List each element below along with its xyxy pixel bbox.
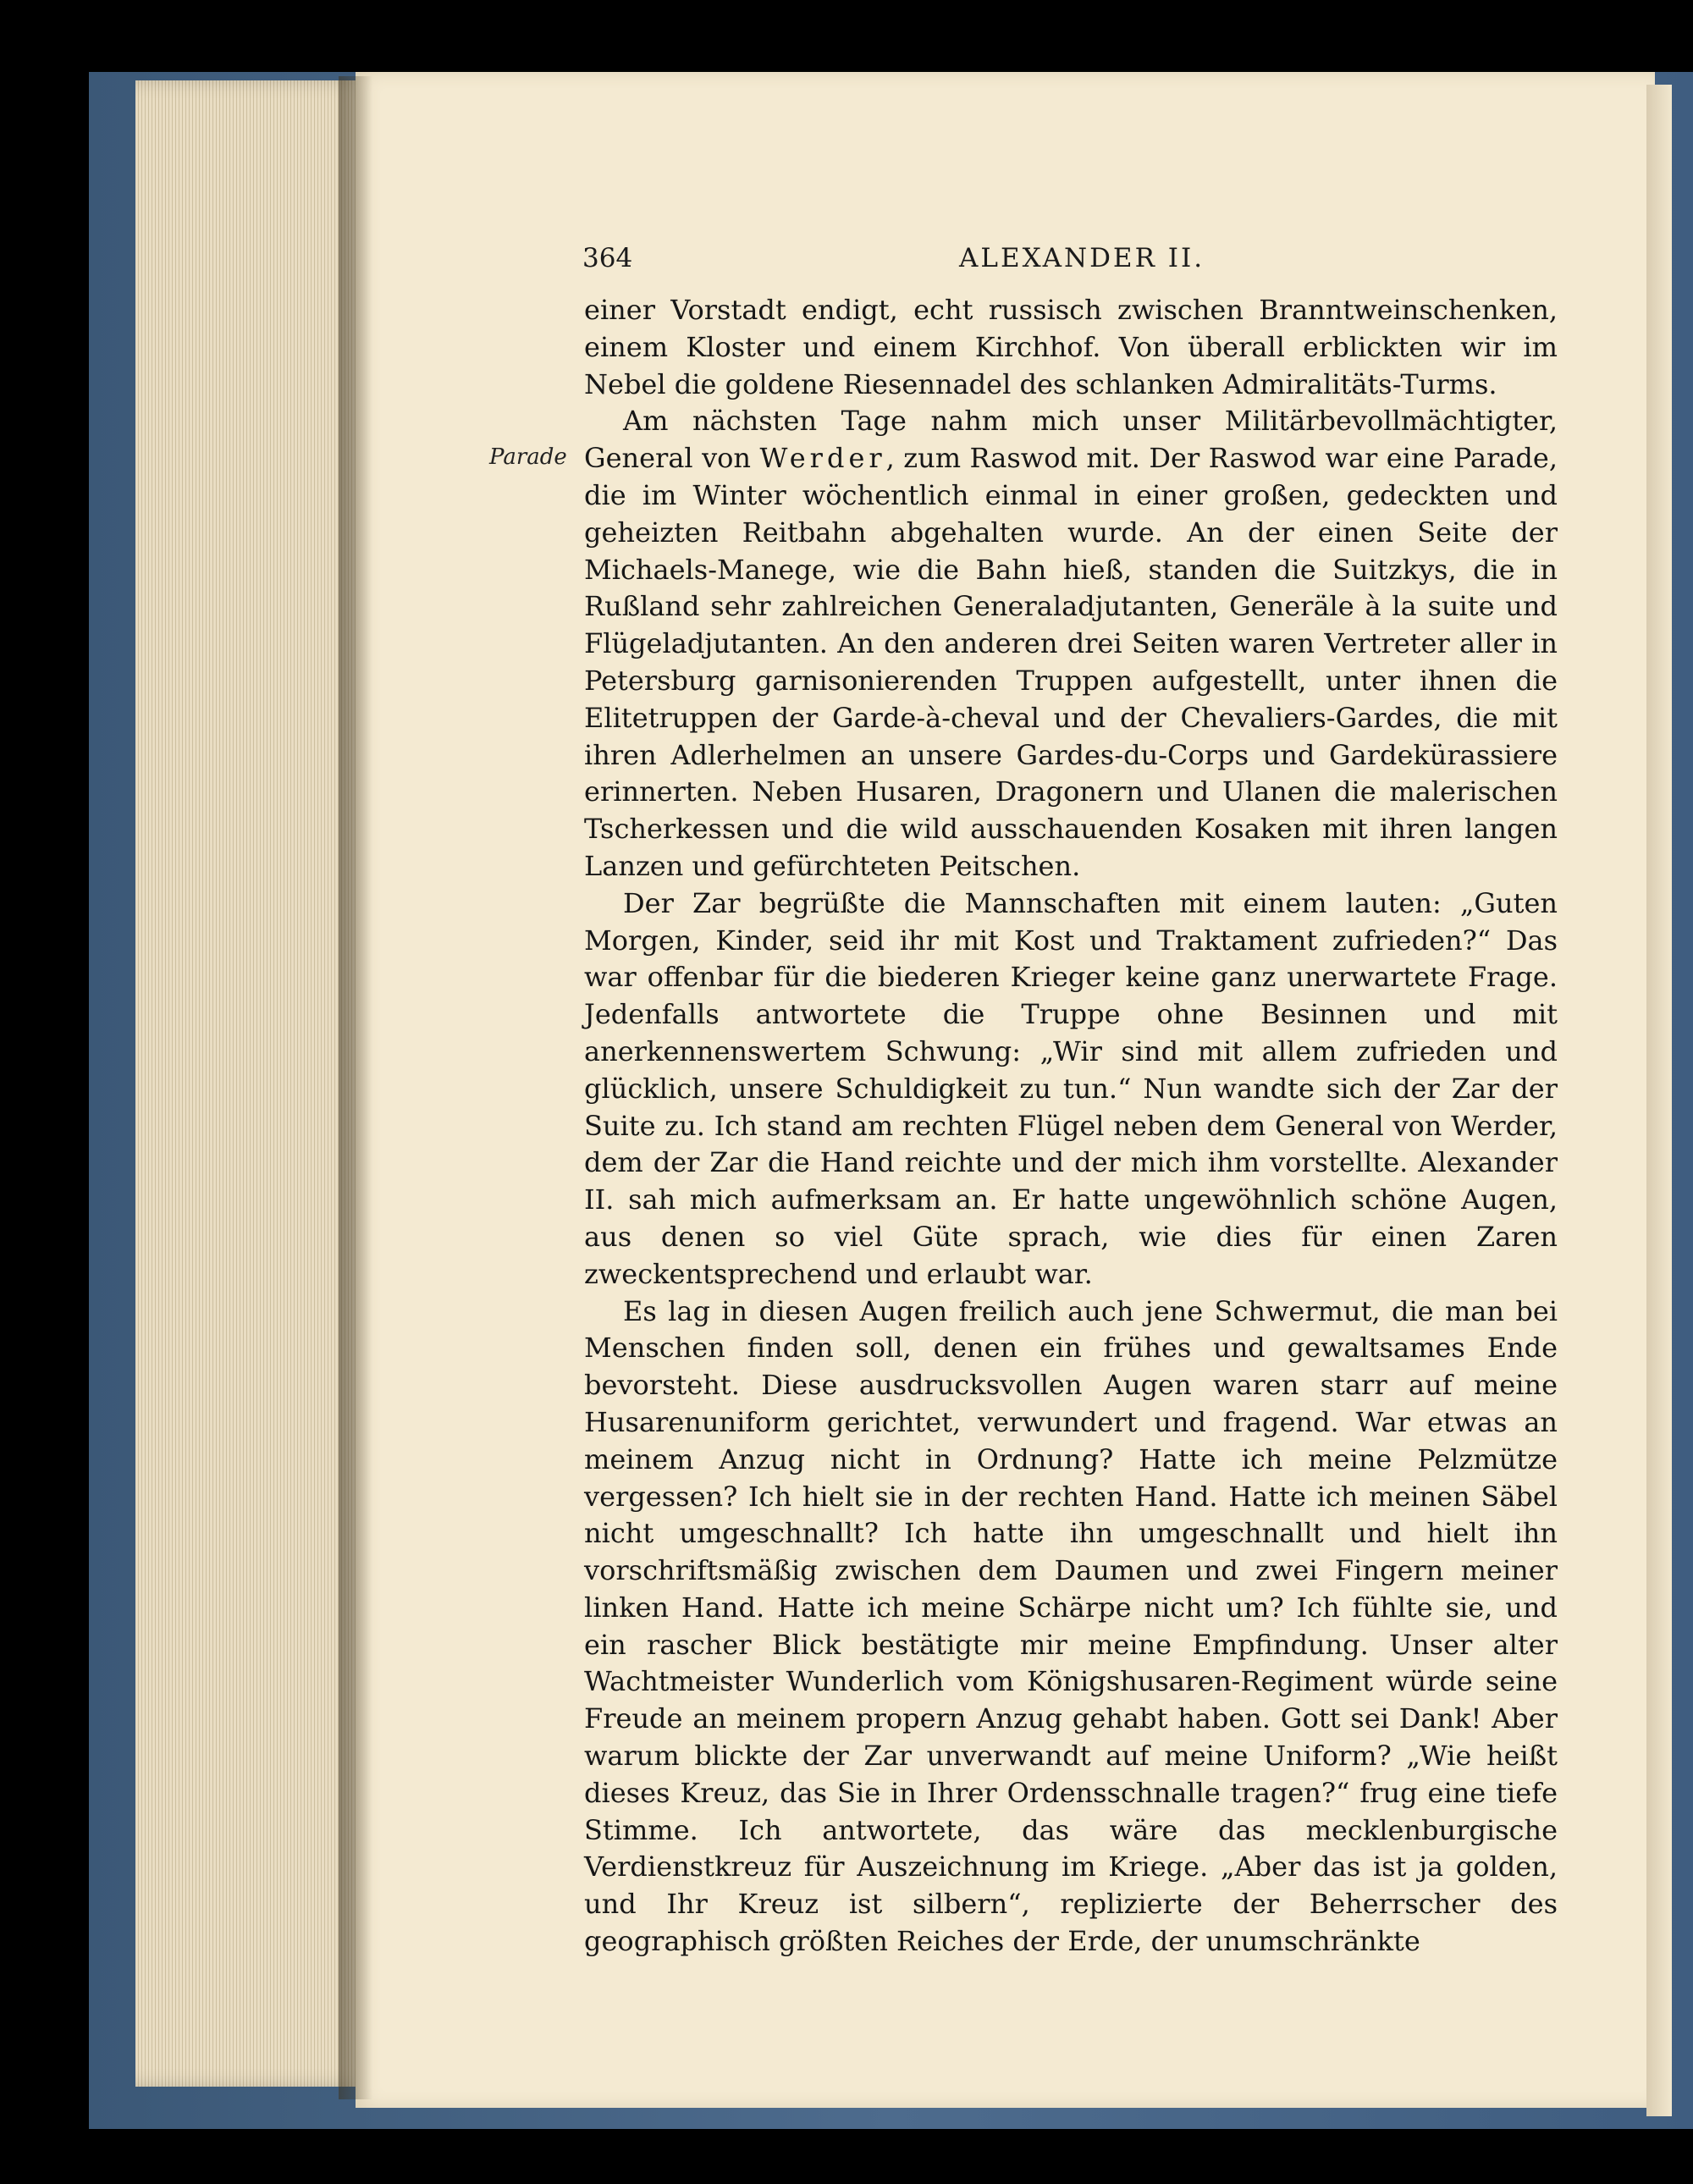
paragraph-text-start: Am nächsten Tage nahm mich unser Militärbevollmächtigter, General von [584,405,1558,475]
spaced-name: Werder [759,442,886,475]
page-header [582,243,1558,277]
paragraph: einer Vorstadt endigt, echt russisch zwischen Branntweinschenken, einem Kloster und einem Kirchhof. Von überall erblickten wir im Nebel die goldene Riesennadel des schlanken Admiralitäts-Turms. [584,294,1558,400]
page-block-edges [135,80,364,2087]
paragraph [584,403,1558,885]
running-head: ALEXANDER II. [959,243,1205,273]
paragraph-text-end: , zum Raswod mit. Der Raswod war eine Parade, die im Winter wöchentlich einmal in einer großen, gedeckten und geheizten Reitbahn abgehalten wurde. An der einen Seite der Michaels-Manege, wie die Bahn hieß, standen die Suitzkys, die in Rußland sehr zahlreichen Generaladjutanten, Generäle à la suite und Flügeladjutanten. An den anderen drei Seiten waren Vertreter aller in Petersburg garnisonierenden Truppen aufgestellt, unter ihnen die Elitetruppen der Garde-à-cheval und der Chevaliers-Gardes, die mit ihren Adlerhelmen an unsere Gardes-du-Corps und Gardekürassiere erinnerten. Neben Husaren, Dragonern und Ulanen die malerischen Tscherkessen und die wild ausschauenden Kosaken mit ihren langen Lanzen und gefürchteten Peitschen. [584,442,1558,882]
body-text [584,292,1558,1961]
gutter-shadow [339,76,372,2099]
paragraph: Es lag in diesen Augen freilich auch jene Schwermut, die man bei Menschen finden soll, denen ein frühes und gewaltsames Ende bevorsteht. Diese ausdrucksvollen Augen waren starr auf meine Husarenuniform gerichtet, verwundert und fragend. War etwas an meinem Anzug nicht in Ordnung? Hatte ich meine Pelzmütze vergessen? Ich hielt sie in der rechten Hand. Hatte ich meinen Säbel nicht umgeschnallt? Ich hatte ihn umgeschnallt und hielt ihn vorschriftsmäßig zwischen dem Daumen und zwei Fingern meiner linken Hand. Hatte ich meine Schärpe nicht um? Ich fühlte sie, und ein rascher Blick bestätigte mir meine Empfindung. Unser alter Wachtmeister Wunderlich vom Königshusaren-Regiment würde seine Freude an meinem propern Anzug gehabt haben. Gott sei Dank! Aber warum blickte der Zar unverwandt auf meine Uniform? „Wie heißt dieses Kreuz, das Sie in Ihrer Ordensschnalle tragen?“ frug eine tiefe Stimme. Ich antwortete, das wäre das mecklenburgische Verdienstkreuz für Auszeichnung im Kriege. „Aber das ist ja golden, und Ihr Kreuz ist silbern“, replizierte der Beherrscher des geographisch größten Reiches der Erde, der unumschränkte [584,1294,1558,1958]
page-right-edge [1646,85,1672,2116]
paragraph: Der Zar begrüßte die Mannschaften mit einem lauten: „Guten Morgen, Kinder, seid ihr mit Kost und Traktament zufrieden?“ Das war offenbar für die biederen Krieger keine ganz unerwartete Frage. Jedenfalls antwortete die Truppe ohne Besinnen und mit anerkennenswertem Schwung: „Wir sind mit allem zufrieden und glücklich, unsere Schuldigkeit zu tun.“ Nun wandte sich der Zar der Suite zu. Ich stand am rechten Flügel neben dem General von Werder, dem der Zar die Hand reichte und der mich ihm vorstellte. Alexander II. sah mich aufmerksam an. Er hatte ungewöhnlich schöne Augen, aus denen so viel Güte sprach, wie dies für einen Zaren zweckentsprechend und erlaubt war. [584,886,1558,1290]
margin-note: Parade [489,444,567,470]
page-number: 364 [582,243,633,273]
